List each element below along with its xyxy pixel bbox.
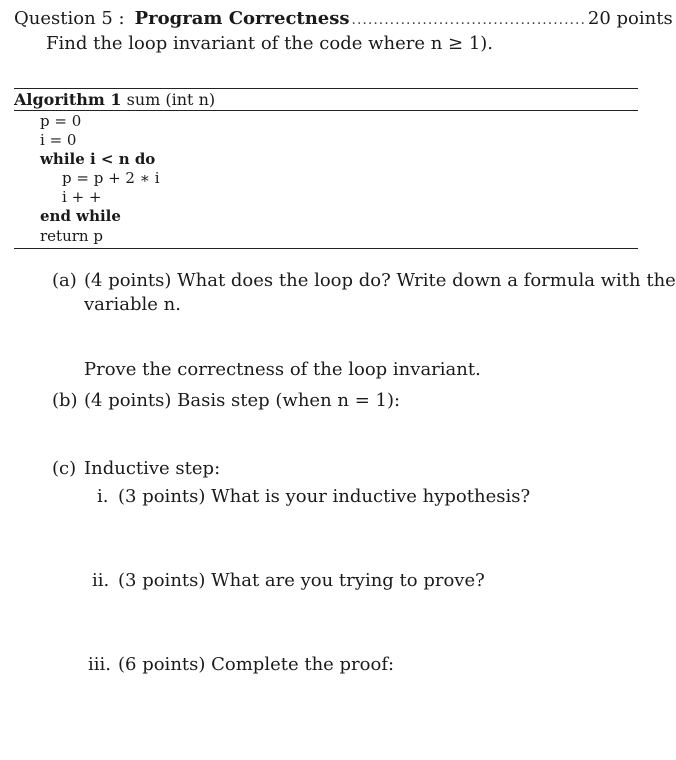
- code-line-1: p = 0: [40, 112, 82, 130]
- question-header: [14, 8, 673, 32]
- code-line-4: p = p + 2 ∗ i: [62, 169, 160, 187]
- algorithm-header-rule: [14, 110, 638, 111]
- question-points: 20 points: [587, 8, 673, 29]
- part-a-text: (4 points) What does the loop do? Write down a formula with the: [84, 270, 676, 291]
- part-c-iii-label: iii.: [88, 654, 111, 675]
- part-c-ii-label: ii.: [92, 570, 110, 591]
- question-title: Program Correctness: [134, 8, 350, 29]
- part-c-iii-text: (6 points) Complete the proof:: [118, 654, 395, 675]
- algorithm-signature: sum (int n): [126, 90, 216, 109]
- algorithm-top-rule: [14, 88, 638, 89]
- question-label: Question 5 :: [14, 8, 125, 29]
- part-c-ii-text: (3 points) What are you trying to prove?: [118, 570, 485, 591]
- code-line-5: i + +: [62, 188, 102, 206]
- code-line-6: end while: [40, 207, 121, 225]
- part-c-i-label: i.: [97, 486, 109, 507]
- code-line-2: i = 0: [40, 131, 77, 149]
- part-a-text-continued: variable n.: [84, 294, 181, 315]
- part-c-i-text: (3 points) What is your inductive hypothesis?: [118, 486, 531, 507]
- part-a-label: (a): [52, 270, 77, 291]
- code-line-7: return p: [40, 227, 103, 245]
- question-prompt: Find the loop invariant of the code where n ≥ 1).: [46, 33, 494, 54]
- prove-instruction: Prove the correctness of the loop invariant.: [84, 359, 481, 380]
- code-line-3: while i < n do: [40, 150, 156, 168]
- part-c-label: (c): [52, 458, 77, 479]
- algorithm-label: Algorithm 1: [14, 90, 122, 109]
- leader-dots: ...........................................: [351, 12, 586, 28]
- part-b-label: (b): [52, 390, 78, 411]
- algorithm-bottom-rule: [14, 248, 638, 249]
- part-b-text: (4 points) Basis step (when n = 1):: [84, 390, 401, 411]
- part-c-text: Inductive step:: [84, 458, 221, 479]
- algorithm-caption: [14, 90, 215, 109]
